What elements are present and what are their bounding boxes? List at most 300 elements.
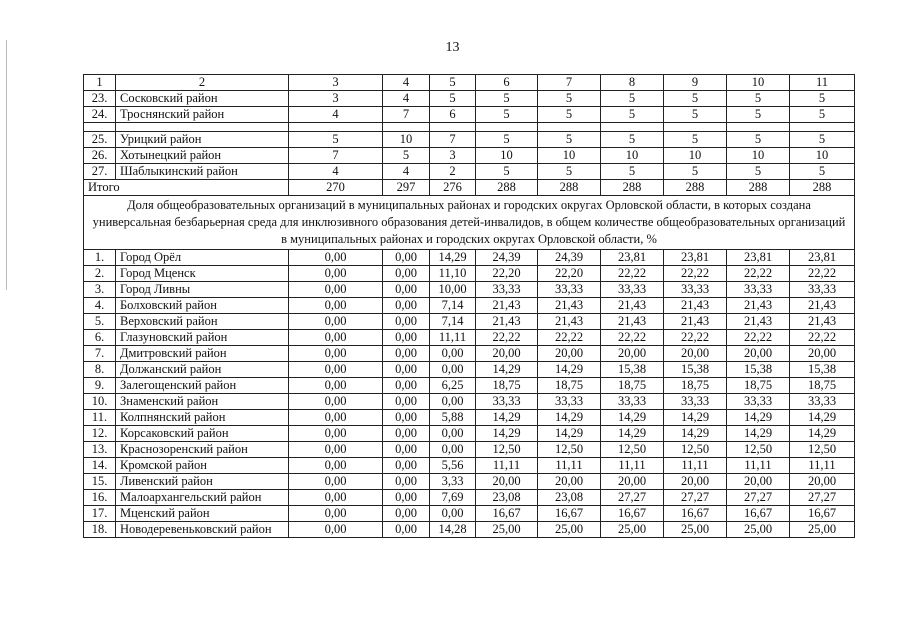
value-cell: 7,14 — [430, 298, 476, 314]
value-cell: 10 — [383, 132, 430, 148]
value-cell: 14,29 — [664, 410, 727, 426]
row-number-cell: 4. — [84, 298, 116, 314]
table-row — [84, 522, 855, 538]
value-cell: 18,75 — [664, 378, 727, 394]
value-cell: 15,38 — [601, 362, 664, 378]
value-cell: 0,00 — [383, 458, 430, 474]
row-number-cell: 11. — [84, 410, 116, 426]
row-number-cell: 10. — [84, 394, 116, 410]
value-cell: 0,00 — [383, 346, 430, 362]
district-name-cell: Дмитровский район — [116, 346, 289, 362]
column-number-cell: 3 — [289, 75, 383, 91]
value-cell: 22,22 — [601, 266, 664, 282]
column-number-cell: 6 — [476, 75, 538, 91]
value-cell: 16,67 — [664, 506, 727, 522]
value-cell: 23,81 — [664, 250, 727, 266]
value-cell: 21,43 — [664, 298, 727, 314]
value-cell: 5 — [790, 107, 855, 123]
value-cell: 5 — [727, 164, 790, 180]
row-number-cell: 7. — [84, 346, 116, 362]
row-number-cell: 25. — [84, 132, 116, 148]
value-cell: 21,43 — [790, 314, 855, 330]
value-cell: 3,33 — [430, 474, 476, 490]
row-spacer — [84, 123, 855, 132]
spacer-cell — [727, 123, 790, 132]
total-value-cell: 288 — [727, 180, 790, 196]
table-row — [84, 132, 855, 148]
column-number-cell: 11 — [790, 75, 855, 91]
table-row — [84, 250, 855, 266]
row-number-cell: 9. — [84, 378, 116, 394]
value-cell: 0,00 — [383, 474, 430, 490]
row-number-cell: 14. — [84, 458, 116, 474]
value-cell: 33,33 — [601, 394, 664, 410]
value-cell: 0,00 — [383, 362, 430, 378]
value-cell: 4 — [383, 91, 430, 107]
value-cell: 11,11 — [430, 330, 476, 346]
value-cell: 0,00 — [383, 298, 430, 314]
value-cell: 0,00 — [383, 282, 430, 298]
value-cell: 10,00 — [430, 282, 476, 298]
table-row — [84, 490, 855, 506]
value-cell: 5 — [664, 107, 727, 123]
margin-rule — [6, 40, 7, 290]
row-number-cell: 1. — [84, 250, 116, 266]
table-row — [84, 378, 855, 394]
value-cell: 33,33 — [727, 282, 790, 298]
value-cell: 27,27 — [727, 490, 790, 506]
value-cell: 22,22 — [790, 330, 855, 346]
value-cell: 33,33 — [538, 394, 601, 410]
row-number-cell: 15. — [84, 474, 116, 490]
spacer-cell — [601, 123, 664, 132]
value-cell: 14,29 — [476, 362, 538, 378]
section-caption: Доля общеобразовательных организаций в муниципальных районах и городских округах Орловской области, в которых создана универсальная безбарьерная среда для инклюзивного образования детей-инвалидов, в общем количестве общеобразовательных организаций в муниципальных районах и городских округах Орловской области, % — [84, 196, 855, 250]
value-cell: 11,11 — [538, 458, 601, 474]
value-cell: 22,22 — [476, 330, 538, 346]
value-cell: 23,08 — [538, 490, 601, 506]
value-cell: 5 — [476, 164, 538, 180]
value-cell: 14,29 — [727, 410, 790, 426]
table-header-row — [84, 75, 855, 91]
value-cell: 16,67 — [538, 506, 601, 522]
value-cell: 22,22 — [727, 266, 790, 282]
value-cell: 11,11 — [664, 458, 727, 474]
column-number-cell: 2 — [116, 75, 289, 91]
value-cell: 25,00 — [538, 522, 601, 538]
total-value-cell: 297 — [383, 180, 430, 196]
value-cell: 0,00 — [289, 266, 383, 282]
value-cell: 5 — [289, 132, 383, 148]
data-table — [83, 74, 855, 538]
value-cell: 5 — [727, 91, 790, 107]
value-cell: 20,00 — [664, 474, 727, 490]
value-cell: 18,75 — [476, 378, 538, 394]
value-cell: 10 — [601, 148, 664, 164]
value-cell: 4 — [383, 164, 430, 180]
row-number-cell: 2. — [84, 266, 116, 282]
row-number-cell: 17. — [84, 506, 116, 522]
district-name-cell: Троснянский район — [116, 107, 289, 123]
total-value-cell: 288 — [664, 180, 727, 196]
row-number-cell: 24. — [84, 107, 116, 123]
column-number-cell: 7 — [538, 75, 601, 91]
value-cell: 21,43 — [538, 314, 601, 330]
column-number-cell: 9 — [664, 75, 727, 91]
column-number-cell: 5 — [430, 75, 476, 91]
value-cell: 5 — [790, 132, 855, 148]
spacer-cell — [116, 123, 289, 132]
value-cell: 33,33 — [476, 282, 538, 298]
spacer-cell — [476, 123, 538, 132]
value-cell: 5 — [727, 132, 790, 148]
value-cell: 0,00 — [383, 426, 430, 442]
district-name-cell: Глазуновский район — [116, 330, 289, 346]
value-cell: 0,00 — [383, 442, 430, 458]
district-name-cell: Урицкий район — [116, 132, 289, 148]
value-cell: 7,69 — [430, 490, 476, 506]
row-number-cell: 5. — [84, 314, 116, 330]
row-number-cell: 23. — [84, 91, 116, 107]
value-cell: 4 — [289, 107, 383, 123]
value-cell: 20,00 — [790, 346, 855, 362]
value-cell: 0,00 — [430, 362, 476, 378]
value-cell: 16,67 — [601, 506, 664, 522]
value-cell: 0,00 — [289, 410, 383, 426]
district-name-cell: Должанский район — [116, 362, 289, 378]
value-cell: 5 — [538, 132, 601, 148]
value-cell: 20,00 — [538, 346, 601, 362]
value-cell: 21,43 — [790, 298, 855, 314]
district-name-cell: Город Ливны — [116, 282, 289, 298]
value-cell: 22,20 — [538, 266, 601, 282]
value-cell: 0,00 — [289, 426, 383, 442]
value-cell: 23,81 — [790, 250, 855, 266]
row-number-cell: 27. — [84, 164, 116, 180]
value-cell: 0,00 — [383, 490, 430, 506]
value-cell: 5,88 — [430, 410, 476, 426]
value-cell: 11,11 — [476, 458, 538, 474]
value-cell: 15,38 — [727, 362, 790, 378]
value-cell: 20,00 — [476, 474, 538, 490]
value-cell: 20,00 — [476, 346, 538, 362]
value-cell: 20,00 — [601, 474, 664, 490]
value-cell: 25,00 — [790, 522, 855, 538]
district-name-cell: Город Мценск — [116, 266, 289, 282]
district-name-cell: Малоархангельский район — [116, 490, 289, 506]
column-number-cell: 1 — [84, 75, 116, 91]
value-cell: 10 — [476, 148, 538, 164]
district-name-cell: Город Орёл — [116, 250, 289, 266]
value-cell: 14,29 — [538, 410, 601, 426]
value-cell: 22,22 — [790, 266, 855, 282]
value-cell: 0,00 — [289, 378, 383, 394]
district-name-cell: Залегощенский район — [116, 378, 289, 394]
value-cell: 3 — [289, 91, 383, 107]
value-cell: 21,43 — [727, 314, 790, 330]
value-cell: 4 — [289, 164, 383, 180]
value-cell: 11,11 — [601, 458, 664, 474]
value-cell: 14,29 — [601, 426, 664, 442]
value-cell: 14,29 — [476, 426, 538, 442]
value-cell: 16,67 — [727, 506, 790, 522]
value-cell: 0,00 — [383, 410, 430, 426]
value-cell: 0,00 — [289, 282, 383, 298]
spacer-cell — [664, 123, 727, 132]
value-cell: 33,33 — [538, 282, 601, 298]
row-number-cell: 26. — [84, 148, 116, 164]
value-cell: 5 — [601, 91, 664, 107]
value-cell: 0,00 — [383, 506, 430, 522]
value-cell: 33,33 — [601, 282, 664, 298]
value-cell: 12,50 — [538, 442, 601, 458]
row-number-cell: 18. — [84, 522, 116, 538]
value-cell: 27,27 — [790, 490, 855, 506]
value-cell: 18,75 — [727, 378, 790, 394]
table-row — [84, 266, 855, 282]
value-cell: 11,11 — [727, 458, 790, 474]
value-cell: 14,28 — [430, 522, 476, 538]
column-number-cell: 10 — [727, 75, 790, 91]
row-number-cell: 8. — [84, 362, 116, 378]
value-cell: 5 — [476, 107, 538, 123]
value-cell: 0,00 — [430, 506, 476, 522]
table-row — [84, 298, 855, 314]
value-cell: 20,00 — [601, 346, 664, 362]
value-cell: 7 — [430, 132, 476, 148]
table-row — [84, 91, 855, 107]
value-cell: 0,00 — [289, 250, 383, 266]
value-cell: 5 — [430, 91, 476, 107]
value-cell: 24,39 — [476, 250, 538, 266]
row-number-cell: 16. — [84, 490, 116, 506]
total-value-cell: 270 — [289, 180, 383, 196]
spacer-cell — [84, 123, 116, 132]
value-cell: 0,00 — [289, 346, 383, 362]
value-cell: 5 — [601, 107, 664, 123]
value-cell: 18,75 — [790, 378, 855, 394]
value-cell: 5 — [664, 164, 727, 180]
total-value-cell: 276 — [430, 180, 476, 196]
value-cell: 5 — [790, 164, 855, 180]
table-row — [84, 474, 855, 490]
table-row — [84, 282, 855, 298]
table-row — [84, 394, 855, 410]
total-value-cell: 288 — [601, 180, 664, 196]
value-cell: 25,00 — [664, 522, 727, 538]
value-cell: 14,29 — [476, 410, 538, 426]
value-cell: 0,00 — [383, 266, 430, 282]
value-cell: 0,00 — [289, 458, 383, 474]
value-cell: 10 — [790, 148, 855, 164]
value-cell: 20,00 — [727, 346, 790, 362]
value-cell: 12,50 — [664, 442, 727, 458]
value-cell: 0,00 — [289, 330, 383, 346]
value-cell: 7 — [289, 148, 383, 164]
value-cell: 10 — [664, 148, 727, 164]
district-name-cell: Верховский район — [116, 314, 289, 330]
value-cell: 14,29 — [538, 426, 601, 442]
value-cell: 5 — [601, 164, 664, 180]
value-cell: 16,67 — [790, 506, 855, 522]
value-cell: 14,29 — [664, 426, 727, 442]
district-name-cell: Новодеревеньковский район — [116, 522, 289, 538]
value-cell: 16,67 — [476, 506, 538, 522]
value-cell: 0,00 — [289, 314, 383, 330]
spacer-cell — [538, 123, 601, 132]
district-name-cell: Корсаковский район — [116, 426, 289, 442]
table-row — [84, 330, 855, 346]
value-cell: 10 — [727, 148, 790, 164]
value-cell: 11,11 — [790, 458, 855, 474]
value-cell: 5 — [664, 91, 727, 107]
value-cell: 0,00 — [430, 394, 476, 410]
value-cell: 5 — [538, 91, 601, 107]
value-cell: 0,00 — [289, 362, 383, 378]
value-cell: 0,00 — [289, 298, 383, 314]
district-name-cell: Знаменский район — [116, 394, 289, 410]
value-cell: 12,50 — [601, 442, 664, 458]
value-cell: 2 — [430, 164, 476, 180]
table-body — [84, 75, 855, 538]
table-row — [84, 426, 855, 442]
value-cell: 25,00 — [727, 522, 790, 538]
value-cell: 5 — [383, 148, 430, 164]
value-cell: 12,50 — [790, 442, 855, 458]
value-cell: 0,00 — [383, 250, 430, 266]
value-cell: 0,00 — [383, 378, 430, 394]
value-cell: 33,33 — [664, 282, 727, 298]
table-row — [84, 506, 855, 522]
value-cell: 25,00 — [601, 522, 664, 538]
value-cell: 15,38 — [790, 362, 855, 378]
value-cell: 12,50 — [727, 442, 790, 458]
value-cell: 33,33 — [664, 394, 727, 410]
value-cell: 7,14 — [430, 314, 476, 330]
value-cell: 10 — [538, 148, 601, 164]
district-name-cell: Хотынецкий район — [116, 148, 289, 164]
value-cell: 0,00 — [289, 442, 383, 458]
value-cell: 14,29 — [430, 250, 476, 266]
district-name-cell: Колпнянский район — [116, 410, 289, 426]
column-number-cell: 4 — [383, 75, 430, 91]
value-cell: 20,00 — [538, 474, 601, 490]
value-cell: 5 — [664, 132, 727, 148]
total-label-cell: Итого — [84, 180, 289, 196]
page-number: 13 — [445, 40, 460, 55]
value-cell: 0,00 — [383, 394, 430, 410]
value-cell: 22,22 — [664, 330, 727, 346]
value-cell: 14,29 — [790, 410, 855, 426]
value-cell: 33,33 — [727, 394, 790, 410]
row-number-cell: 6. — [84, 330, 116, 346]
value-cell: 33,33 — [476, 394, 538, 410]
value-cell: 0,00 — [430, 426, 476, 442]
value-cell: 27,27 — [664, 490, 727, 506]
district-name-cell: Мценский район — [116, 506, 289, 522]
value-cell: 22,22 — [727, 330, 790, 346]
table-row — [84, 314, 855, 330]
value-cell: 22,20 — [476, 266, 538, 282]
value-cell: 22,22 — [601, 330, 664, 346]
row-number-cell: 3. — [84, 282, 116, 298]
value-cell: 14,29 — [601, 410, 664, 426]
value-cell: 22,22 — [664, 266, 727, 282]
value-cell: 5 — [476, 132, 538, 148]
value-cell: 14,29 — [790, 426, 855, 442]
value-cell: 0,00 — [289, 394, 383, 410]
district-name-cell: Шаблыкинский район — [116, 164, 289, 180]
row-number-cell: 12. — [84, 426, 116, 442]
value-cell: 23,08 — [476, 490, 538, 506]
value-cell: 18,75 — [601, 378, 664, 394]
row-number-cell: 13. — [84, 442, 116, 458]
value-cell: 6 — [430, 107, 476, 123]
value-cell: 25,00 — [476, 522, 538, 538]
section-caption-row — [84, 196, 855, 250]
value-cell: 23,81 — [601, 250, 664, 266]
value-cell: 24,39 — [538, 250, 601, 266]
total-value-cell: 288 — [476, 180, 538, 196]
value-cell: 15,38 — [664, 362, 727, 378]
value-cell: 5 — [601, 132, 664, 148]
value-cell: 0,00 — [383, 522, 430, 538]
value-cell: 33,33 — [790, 282, 855, 298]
table-row — [84, 164, 855, 180]
value-cell: 20,00 — [790, 474, 855, 490]
value-cell: 20,00 — [664, 346, 727, 362]
value-cell: 3 — [430, 148, 476, 164]
spacer-cell — [289, 123, 383, 132]
value-cell: 21,43 — [601, 314, 664, 330]
value-cell: 21,43 — [727, 298, 790, 314]
total-value-cell: 288 — [790, 180, 855, 196]
value-cell: 27,27 — [601, 490, 664, 506]
table-row — [84, 442, 855, 458]
value-cell: 21,43 — [538, 298, 601, 314]
value-cell: 21,43 — [476, 298, 538, 314]
value-cell: 6,25 — [430, 378, 476, 394]
table-row — [84, 458, 855, 474]
table-row — [84, 148, 855, 164]
value-cell: 7 — [383, 107, 430, 123]
value-cell: 14,29 — [727, 426, 790, 442]
value-cell: 5 — [476, 91, 538, 107]
value-cell: 23,81 — [727, 250, 790, 266]
value-cell: 21,43 — [664, 314, 727, 330]
table-row — [84, 346, 855, 362]
total-row — [84, 180, 855, 196]
table-row — [84, 362, 855, 378]
table-row — [84, 107, 855, 123]
value-cell: 0,00 — [430, 442, 476, 458]
value-cell: 0,00 — [289, 506, 383, 522]
value-cell: 12,50 — [476, 442, 538, 458]
value-cell: 33,33 — [790, 394, 855, 410]
total-value-cell: 288 — [538, 180, 601, 196]
value-cell: 5 — [538, 164, 601, 180]
value-cell: 20,00 — [727, 474, 790, 490]
spacer-cell — [430, 123, 476, 132]
value-cell: 18,75 — [538, 378, 601, 394]
spacer-cell — [790, 123, 855, 132]
value-cell: 0,00 — [430, 346, 476, 362]
value-cell: 0,00 — [289, 522, 383, 538]
spacer-cell — [383, 123, 430, 132]
value-cell: 14,29 — [538, 362, 601, 378]
district-name-cell: Сосковский район — [116, 91, 289, 107]
column-number-cell: 8 — [601, 75, 664, 91]
